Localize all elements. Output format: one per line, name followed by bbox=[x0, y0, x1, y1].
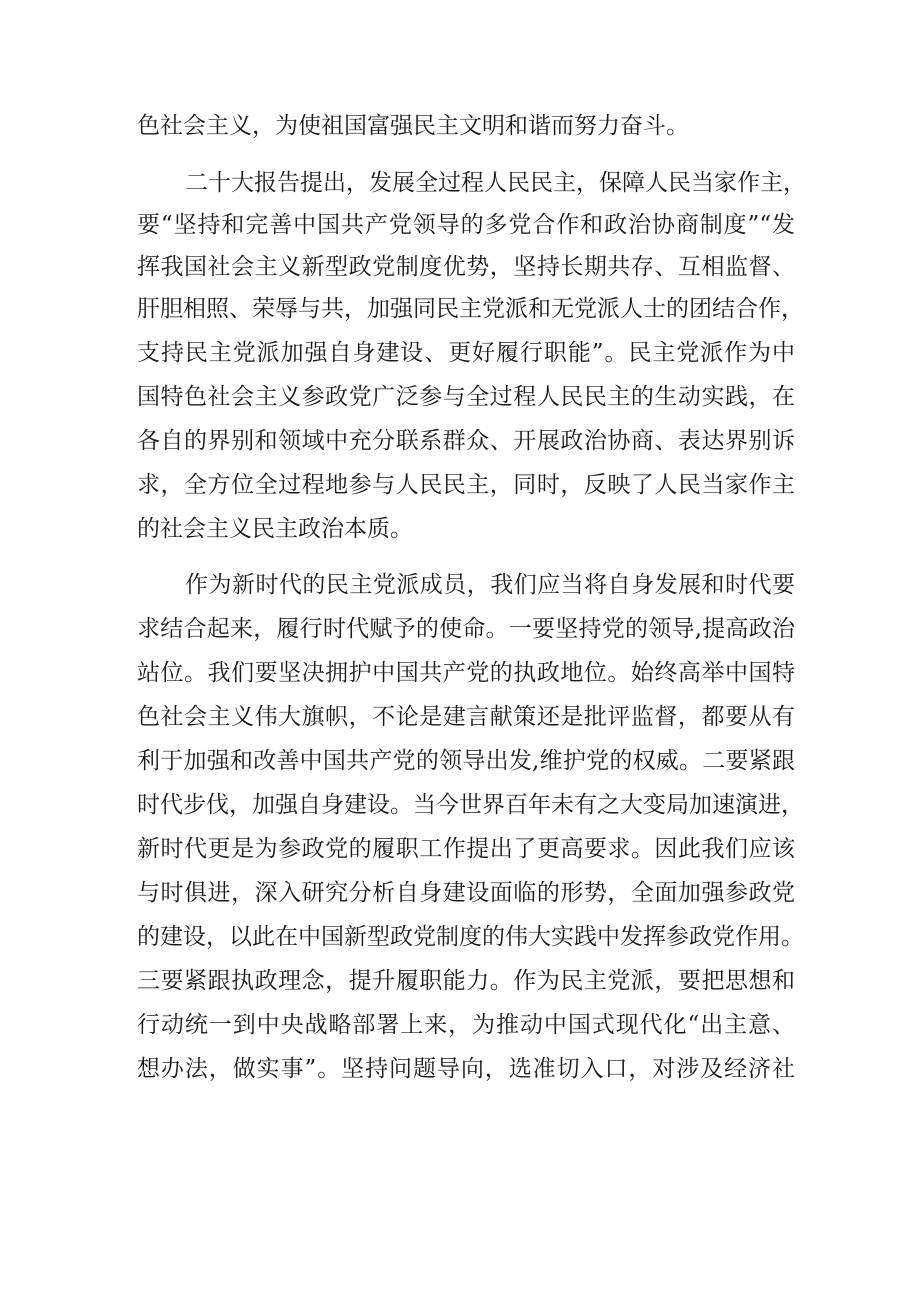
text-line: 挥我国社会主义新型政党制度优势，坚持长期共存、互相监督、 bbox=[137, 254, 795, 280]
text-line: 时代步伐，加强自身建设。当今世界百年未有之大变局加速演进， bbox=[137, 792, 804, 818]
text-line: 国特色社会主义参政党广泛参与全过程人民民主的生动实践，在 bbox=[137, 384, 795, 410]
text-line: 三要紧跟执政理念，提升履职能力。作为民主党派，要把思想和 bbox=[137, 968, 795, 994]
text-line: 想办法，做实事”。坚持问题导向，选准切入口，对涉及经济社 bbox=[137, 1056, 795, 1082]
text-line: 站位。我们要坚决拥护中国共产党的执政地位。始终高举中国特 bbox=[137, 660, 795, 686]
text-line: 色社会主义伟大旗帜，不论是建言献策还是批评监督，都要从有 bbox=[137, 704, 795, 730]
text-line: 色社会主义，为使祖国富强民主文明和谐而努力奋斗。 bbox=[137, 113, 689, 139]
text-line: 与时俱进，深入研究分析自身建设面临的形势，全面加强参政党 bbox=[137, 880, 795, 906]
text-line: 求结合起来，履行时代赋予的使命。一要坚持党的领导,提高政治 bbox=[137, 616, 795, 642]
text-line: 要“坚持和完善中国共产党领导的多党合作和政治协商制度”“发 bbox=[137, 212, 795, 238]
text-line: 利于加强和改善中国共产党的领导出发,维护党的权威。二要紧跟 bbox=[137, 748, 795, 774]
text-line: 的建设，以此在中国新型政党制度的伟大实践中发挥参政党作用。 bbox=[137, 924, 804, 950]
text-line: 行动统一到中央战略部署上来，为推动中国式现代化“出主意、 bbox=[137, 1012, 795, 1038]
text-line: 支持民主党派加强自身建设、更好履行职能”。民主党派作为中 bbox=[137, 340, 795, 366]
text-line: 肝胆相照、荣辱与共，加强同民主党派和无党派人士的团结合作， bbox=[137, 296, 804, 322]
text-line: 的社会主义民主政治本质。 bbox=[137, 516, 413, 542]
text-line: 作为新时代的民主党派成员，我们应当将自身发展和时代要 bbox=[185, 572, 795, 598]
text-line: 求，全方位全过程地参与人民民主，同时，反映了人民当家作主 bbox=[137, 472, 795, 498]
text-line: 二十大报告提出，发展全过程人民民主，保障人民当家作主， bbox=[185, 170, 806, 196]
text-line: 新时代更是为参政党的履职工作提出了更高要求。因此我们应该 bbox=[137, 836, 795, 862]
text-line: 各自的界别和领域中充分联系群众、开展政治协商、表达界别诉 bbox=[137, 428, 795, 454]
